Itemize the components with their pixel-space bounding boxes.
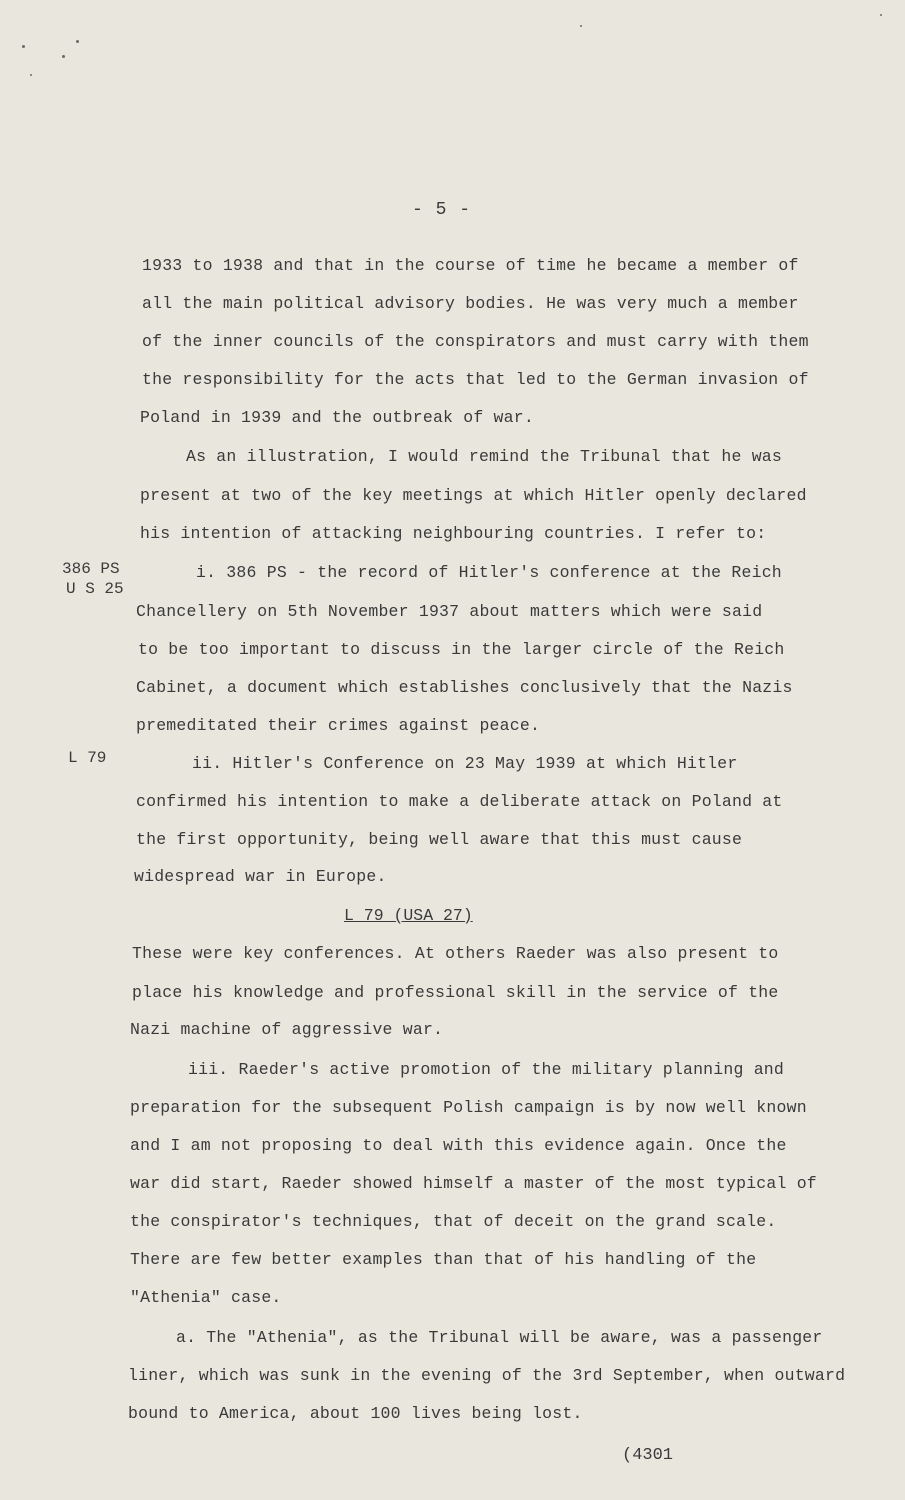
text-line: As an illustration, I would remind the Tribunal that he was [186,447,782,466]
text-line: Chancellery on 5th November 1937 about matters which were said [136,602,763,621]
text-line: preparation for the subsequent Polish campaign is by now well known [130,1098,807,1117]
text-line: to be too important to discuss in the larger circle of the Reich [138,640,785,659]
text-line: Nazi machine of aggressive war. [130,1020,444,1039]
text-line: These were key conferences. At others Raeder was also present to [132,944,779,963]
text-line: of the inner councils of the conspirators and must carry with them [142,332,809,351]
text-line: Cabinet, a document which establishes conclusively that the Nazis [136,678,793,697]
text-line: ii. Hitler's Conference on 23 May 1939 at which Hitler [192,754,738,773]
text-line: a. The "Athenia", as the Tribunal will be aware, was a passenger [176,1328,823,1347]
text-line: Poland in 1939 and the outbreak of war. [140,408,534,427]
text-line: i. 386 PS - the record of Hitler's conference at the Reich [196,563,782,582]
margin-note-386-ps: 386 PS [62,560,120,578]
text-line: liner, which was sunk in the evening of the 3rd September, when outward [128,1366,846,1385]
text-line: the responsibility for the acts that led to the German invasion of [142,370,809,389]
page-number: - 5 - [412,200,472,220]
text-line: all the main political advisory bodies. He was very much a member [142,294,799,313]
text-line: There are few better examples than that of his handling of the [130,1250,757,1269]
footer-document-code: (4301 [622,1446,674,1465]
text-line: and I am not proposing to deal with this evidence again. Once the [130,1136,787,1155]
text-line: war did start, Raeder showed himself a master of the most typical of [130,1174,817,1193]
text-line: the conspirator's techniques, that of deceit on the grand scale. [130,1212,777,1231]
text-line: 1933 to 1938 and that in the course of time he became a member of [142,256,799,275]
text-line: "Athenia" case. [130,1288,282,1307]
text-line: present at two of the key meetings at which Hitler openly declared [140,486,807,505]
text-line: premeditated their crimes against peace. [136,716,541,735]
text-line: widespread war in Europe. [134,867,387,886]
text-line: confirmed his intention to make a deliberate attack on Poland at [136,792,783,811]
margin-note-l-79: L 79 [68,749,107,767]
text-line: the first opportunity, being well aware that this must cause [136,830,743,849]
text-line: his intention of attacking neighbouring countries. I refer to: [140,524,767,543]
text-line: place his knowledge and professional skill in the service of the [132,983,779,1002]
text-line: bound to America, about 100 lives being lost. [128,1404,583,1423]
margin-note-us-25: U S 25 [66,580,124,598]
document-reference: L 79 (USA 27) [344,906,473,925]
text-line: iii. Raeder's active promotion of the military planning and [188,1060,784,1079]
